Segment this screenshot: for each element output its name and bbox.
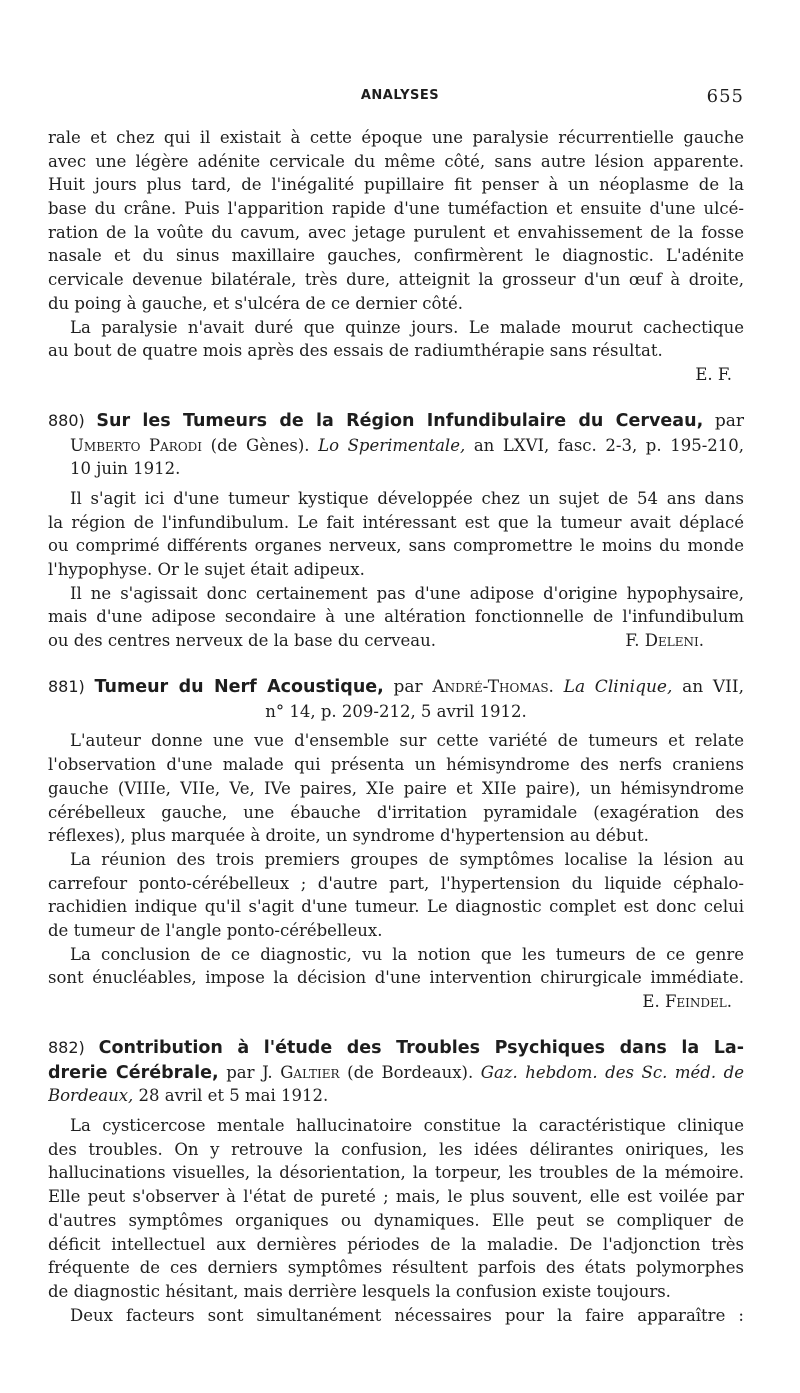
text-line: La réunion des trois premiers groupes de symptômes localise la lésion au [70,849,744,869]
text-line: Deux facteurs sont simultanément nécessaires pour la faire apparaître : [70,1305,744,1325]
text-line: gauche (VIIIe, VIIe, Ve, IVe paires, XIe paire et XIIe paire), un hémisyndrome [48,778,744,798]
text-line: mais d'une adipose secondaire à une altération fonctionnelle de l'infundibulum [48,607,744,627]
origin: (de Gènes). [210,435,310,455]
text-fragment: ou des centres nerveux de la base du cerveau. [48,631,436,651]
text-line: sont énucléables, impose la décision d'une intervention chirurgicale immédiate. [48,968,744,988]
article-date: 28 avril et 5 mai 1912. [138,1086,329,1106]
origin: (de Bordeaux). [347,1062,474,1082]
text-line: rachidien indique qu'il s'agit d'une tumeur. Le diagnostic complet est donc celui [48,897,744,917]
text-line: l'observation d'une malade qui présenta un hémisyndrome des nerfs craniens [48,755,744,775]
text-line: Huit jours plus tard, de l'inégalité pupillaire fit penser à un néoplasme de la [48,175,744,195]
by-word: par [393,676,423,697]
text-line: du poing à gauche, et s'ulcéra de ce dernier côté. [48,293,464,313]
journal: Gaz. hebdom. des Sc. méd. de [480,1062,744,1082]
text-line: carrefour ponto-cérébelleux ; d'autre part, l'hypertension du liquide céphalo- [48,873,744,893]
author: Umberto Parodi [70,435,203,455]
text-line: ou comprimé différents organes nerveux, sans compromettre le moins du monde [48,536,744,556]
article-heading [48,407,744,434]
author: J. Galtier [262,1062,340,1082]
text-line: fréquente de ces derniers symptômes résultent parfois des états polymorphes [48,1258,744,1278]
reference: an LXVI, fasc. 2-3, p. 195-210, [473,435,744,455]
article-heading-continued [48,1061,744,1085]
text-line: Il s'agit ici d'une tumeur kystique développée chez un sujet de 54 ans dans [70,488,744,508]
article-title-continued: drerie Cérébrale, [48,1062,219,1083]
article-heading [48,1034,744,1061]
text-line: rale et chez qui il existait à cette époque une paralysie récurrentielle gauche [48,128,744,147]
by-word: par [226,1062,255,1082]
author: André-Thomas. [432,676,554,697]
signature: E. F. [695,364,732,384]
journal-city: Bordeaux, [48,1086,134,1106]
text-line: Elle peut s'observer à l'état de pureté ; mais, le plus souvent, elle est voilée par [48,1187,744,1207]
article-reference: n° 14, p. 209-212, 5 avril 1912. [265,701,527,721]
text-line: base du crâne. Puis l'apparition rapide d'une tuméfaction et ensuite d'une ulcé- [48,199,744,219]
text-line: La conclusion de ce diagnostic, vu la notion que les tumeurs de ce genre [70,944,744,964]
text-line: de diagnostic hésitant, mais derrière lesquels la confusion existe toujours. [48,1281,671,1301]
journal: La Clinique, [563,676,673,697]
article-title: Tumeur du Nerf Acoustique, [94,676,384,697]
article-title: Sur les Tumeurs de la Région Infundibulaire du Cerveau, [96,410,704,431]
journal: Lo Sperimentale, [318,435,466,455]
article-number: 880) [48,410,85,430]
article-882 [48,1034,744,1328]
text-line: réflexes), plus marquée à droite, un syndrome d'hypertension au début. [48,826,649,846]
by-word: par [714,410,744,431]
reference: an VII, [682,676,744,697]
article-number: 882) [48,1037,85,1057]
article-title: Contribution à l'étude des Troubles Psychiques dans la La- [98,1037,744,1058]
text-line: L'auteur donne une vue d'ensemble sur cette variété de tumeurs et relate [70,731,744,751]
text-line: avec une légère adénite cervicale du même côté, sans autre lésion apparente. [48,151,744,171]
text-line: l'hypophyse. Or le sujet était adipeux. [48,560,365,579]
article-881 [48,673,744,1014]
article-reference [48,434,744,458]
page-body [48,126,744,1327]
text-line: déficit intellectuel aux dernières périodes de la maladie. De l'adjonction très [48,1234,744,1254]
text-line: hallucinations visuelles, la désorientation, la torpeur, les troubles de la mémoire. [48,1163,744,1183]
page-number: 655 [706,86,744,107]
text-line: nasale et du sinus maxillaire gauches, confirmèrent le diagnostic. L'adénite [48,246,744,266]
continuation-paragraph [48,126,744,387]
text-line: La cysticercose mentale hallucinatoire constitue la caractéristique clinique [70,1116,744,1136]
text-line: Il ne s'agissait donc certainement pas d'une adipose d'origine hypophysaire, [70,583,744,603]
article-reference [48,1084,744,1108]
article-number: 881) [48,676,85,696]
signature: E. Feindel. [642,992,732,1011]
article-date: 10 juin 1912. [70,459,181,479]
text-line: cervicale devenue bilatérale, très dure, atteignit la grosseur d'un œuf à droite, [48,270,744,290]
text-line: La paralysie n'avait duré que quinze jours. Le malade mourut cachectique [70,317,744,337]
text-line: de tumeur de l'angle ponto-cérébelleux. [48,920,383,940]
article-heading [48,673,744,700]
signature: F. Deleni. [625,631,704,651]
text-line: cérébelleux gauche, une ébauche d'irritation pyramidale (exagération des [48,802,744,822]
text-line: ration de la voûte du cavum, avec jetage purulent et envahissement de la fosse [48,222,744,242]
article-880 [48,407,744,653]
text-line: des troubles. On y retrouve la confusion, les idées délirantes oniriques, les [48,1139,744,1159]
text-line-with-signature [48,629,744,653]
running-header: ANALYSES [360,88,440,103]
text-line: la région de l'infundibulum. Le fait intéressant est que la tumeur avait déplacé [48,512,744,532]
text-line: d'autres symptômes organiques ou dynamiques. Elle peut se compliquer de [48,1210,744,1230]
text-line: au bout de quatre mois après des essais de radiumthérapie sans résultat. [48,341,663,361]
